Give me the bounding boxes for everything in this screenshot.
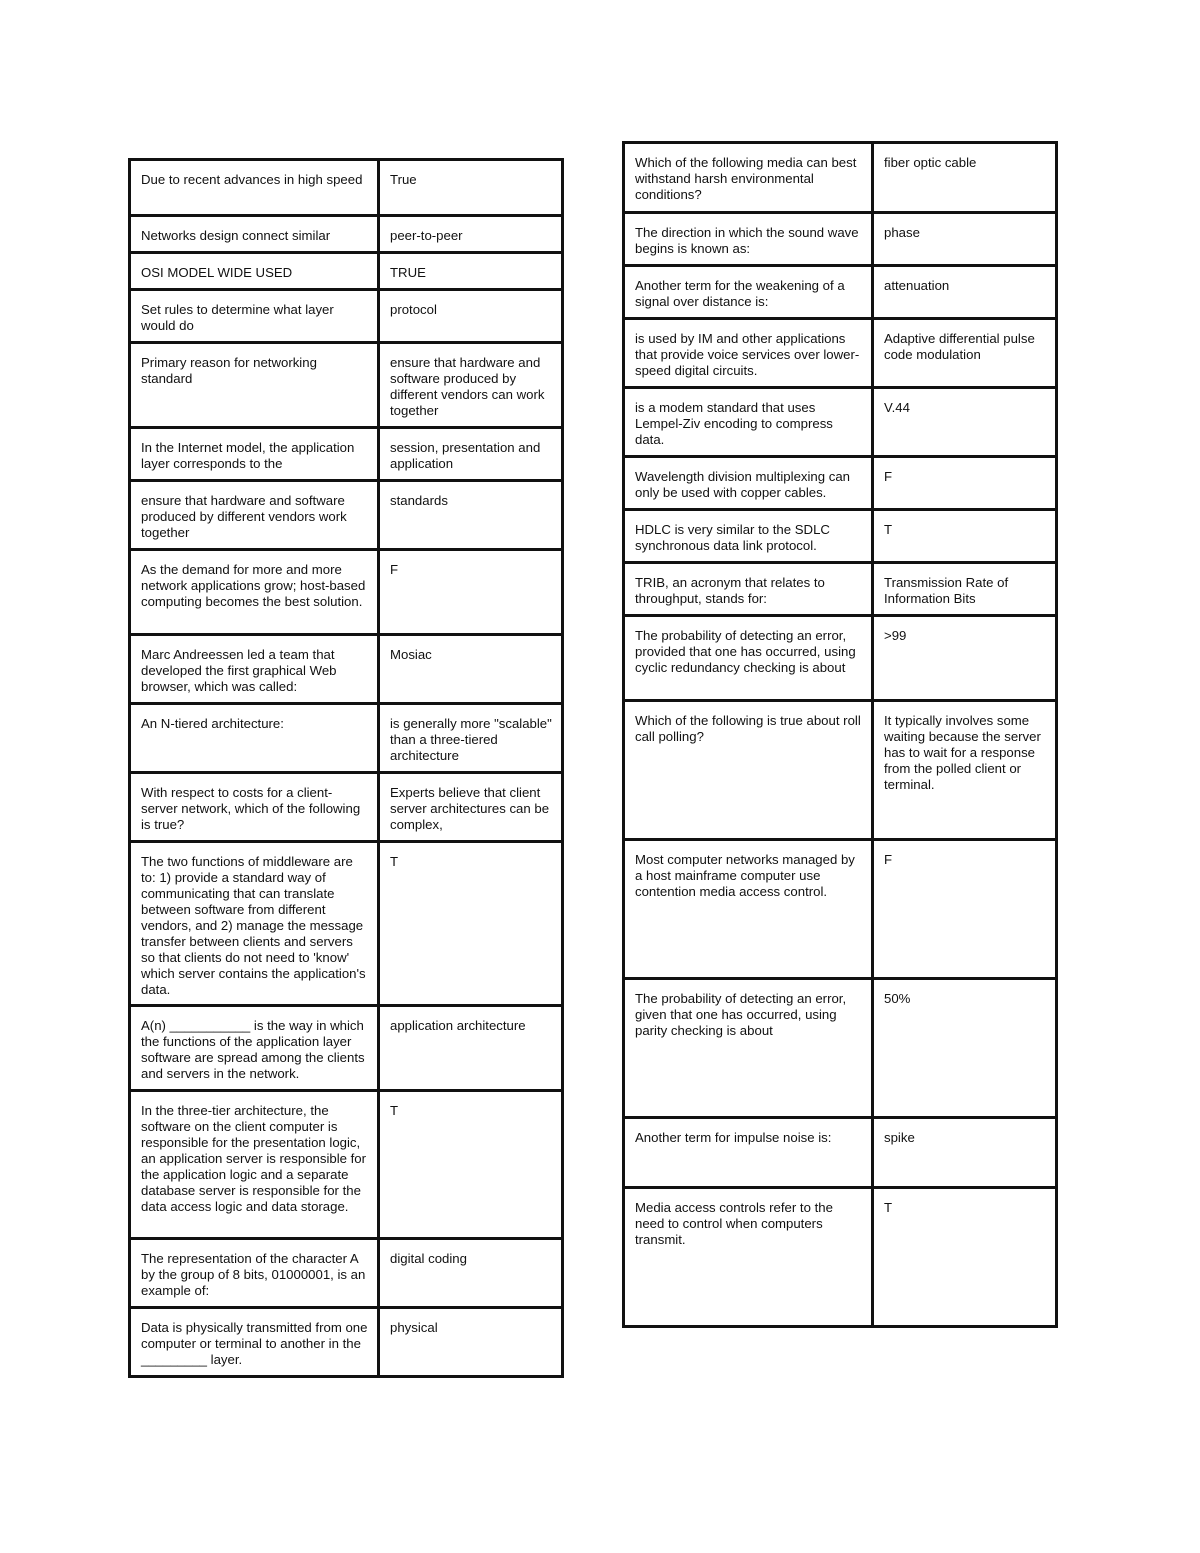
answer-cell: protocol [379,290,563,343]
question-cell: Set rules to determine what layer would do [130,290,379,343]
table-row [130,773,563,842]
answer-cell: standards [379,481,563,550]
question-cell: As the demand for more and more network applications grow; host-based computing becomes the best solution. [130,550,379,635]
answer-cell: digital coding [379,1239,563,1308]
answer-cell: T [873,1188,1057,1327]
question-cell: The probability of detecting an error, provided that one has occurred, using cyclic redundancy checking is about [624,616,873,701]
question-cell: Due to recent advances in high speed [130,160,379,216]
table-row [624,840,1057,979]
question-cell: In the Internet model, the application layer corresponds to the [130,428,379,481]
question-cell: Marc Andreessen led a team that developed the first graphical Web browser, which was called: [130,635,379,704]
table-row [130,1308,563,1377]
table-row [130,481,563,550]
answer-cell: Transmission Rate of Information Bits [873,563,1057,616]
answer-cell: TRUE [379,253,563,290]
question-cell: With respect to costs for a client-server network, which of the following is true? [130,773,379,842]
answer-cell: T [379,1091,563,1239]
table-row [624,701,1057,840]
answer-cell: attenuation [873,266,1057,319]
table-row [130,343,563,428]
table-row [130,253,563,290]
answer-cell: peer-to-peer [379,216,563,253]
question-cell: The direction in which the sound wave begins is known as: [624,213,873,266]
question-cell: Which of the following is true about roll call polling? [624,701,873,840]
question-cell: Primary reason for networking standard [130,343,379,428]
question-cell: In the three-tier architecture, the software on the client computer is responsible for the presentation logic, an application server is responsible for the application logic and a separate database server is responsible for the data access logic and data storage. [130,1091,379,1239]
answer-cell: application architecture [379,1006,563,1091]
table-row [130,704,563,773]
question-cell: TRIB, an acronym that relates to throughput, stands for: [624,563,873,616]
question-cell: Another term for impulse noise is: [624,1118,873,1188]
question-cell: The two functions of middleware are to: 1) provide a standard way of communicating that can translate between software from different vendors, and 2) manage the message transfer between clients and servers so that clients do not need to 'know' which server contains the application's data. [130,842,379,1006]
table-row [624,510,1057,563]
table-row [130,635,563,704]
answer-cell: T [873,510,1057,563]
table-row [130,290,563,343]
question-cell: Media access controls refer to the need to control when computers transmit. [624,1188,873,1327]
answer-cell: F [379,550,563,635]
answer-cell: 50% [873,979,1057,1118]
answer-cell: It typically involves some waiting because the server has to wait for a response from the polled client or terminal. [873,701,1057,840]
question-cell: A(n) ___________ is the way in which the functions of the application layer software are spread among the clients and servers in the network. [130,1006,379,1091]
table-row [130,216,563,253]
answer-cell: physical [379,1308,563,1377]
answer-cell: Experts believe that client server architectures can be complex, [379,773,563,842]
question-cell: The probability of detecting an error, given that one has occurred, using parity checking is about [624,979,873,1118]
table-row [130,1006,563,1091]
answer-cell: fiber optic cable [873,143,1057,213]
answer-cell: T [379,842,563,1006]
question-cell: Most computer networks managed by a host mainframe computer use contention media access control. [624,840,873,979]
question-cell: Data is physically transmitted from one computer or terminal to another in the _________ layer. [130,1308,379,1377]
table-row [624,563,1057,616]
table-row [624,388,1057,457]
answer-cell: F [873,457,1057,510]
table-row [130,428,563,481]
question-cell: ensure that hardware and software produced by different vendors work together [130,481,379,550]
question-cell: is used by IM and other applications that provide voice services over lower-speed digital circuits. [624,319,873,388]
table-row [624,1118,1057,1188]
table-row [624,457,1057,510]
answer-cell: >99 [873,616,1057,701]
table-row [130,1239,563,1308]
answer-cell: is generally more "scalable" than a three-tiered architecture [379,704,563,773]
answer-cell: Mosiac [379,635,563,704]
table-row [624,266,1057,319]
answer-cell: True [379,160,563,216]
question-cell: The representation of the character A by the group of 8 bits, 01000001, is an example of: [130,1239,379,1308]
right-question-table [622,141,1058,1328]
answer-cell: F [873,840,1057,979]
table-row [130,160,563,216]
question-cell: Networks design connect similar [130,216,379,253]
question-cell: OSI MODEL WIDE USED [130,253,379,290]
table-row [130,842,563,1006]
answer-cell: phase [873,213,1057,266]
answer-cell: session, presentation and application [379,428,563,481]
answer-cell: Adaptive differential pulse code modulation [873,319,1057,388]
question-cell: Wavelength division multiplexing can only be used with copper cables. [624,457,873,510]
answer-cell: V.44 [873,388,1057,457]
left-question-table [128,158,564,1378]
question-cell: Another term for the weakening of a signal over distance is: [624,266,873,319]
question-cell: Which of the following media can best withstand harsh environmental conditions? [624,143,873,213]
question-cell: is a modem standard that uses Lempel-Ziv encoding to compress data. [624,388,873,457]
table-row [130,550,563,635]
table-row [624,1188,1057,1327]
answer-cell: ensure that hardware and software produced by different vendors can work together [379,343,563,428]
table-row [624,143,1057,213]
table-row [624,213,1057,266]
answer-cell: spike [873,1118,1057,1188]
table-row [624,979,1057,1118]
question-cell: HDLC is very similar to the SDLC synchronous data link protocol. [624,510,873,563]
table-row [130,1091,563,1239]
table-row [624,319,1057,388]
table-row [624,616,1057,701]
question-cell: An N-tiered architecture: [130,704,379,773]
